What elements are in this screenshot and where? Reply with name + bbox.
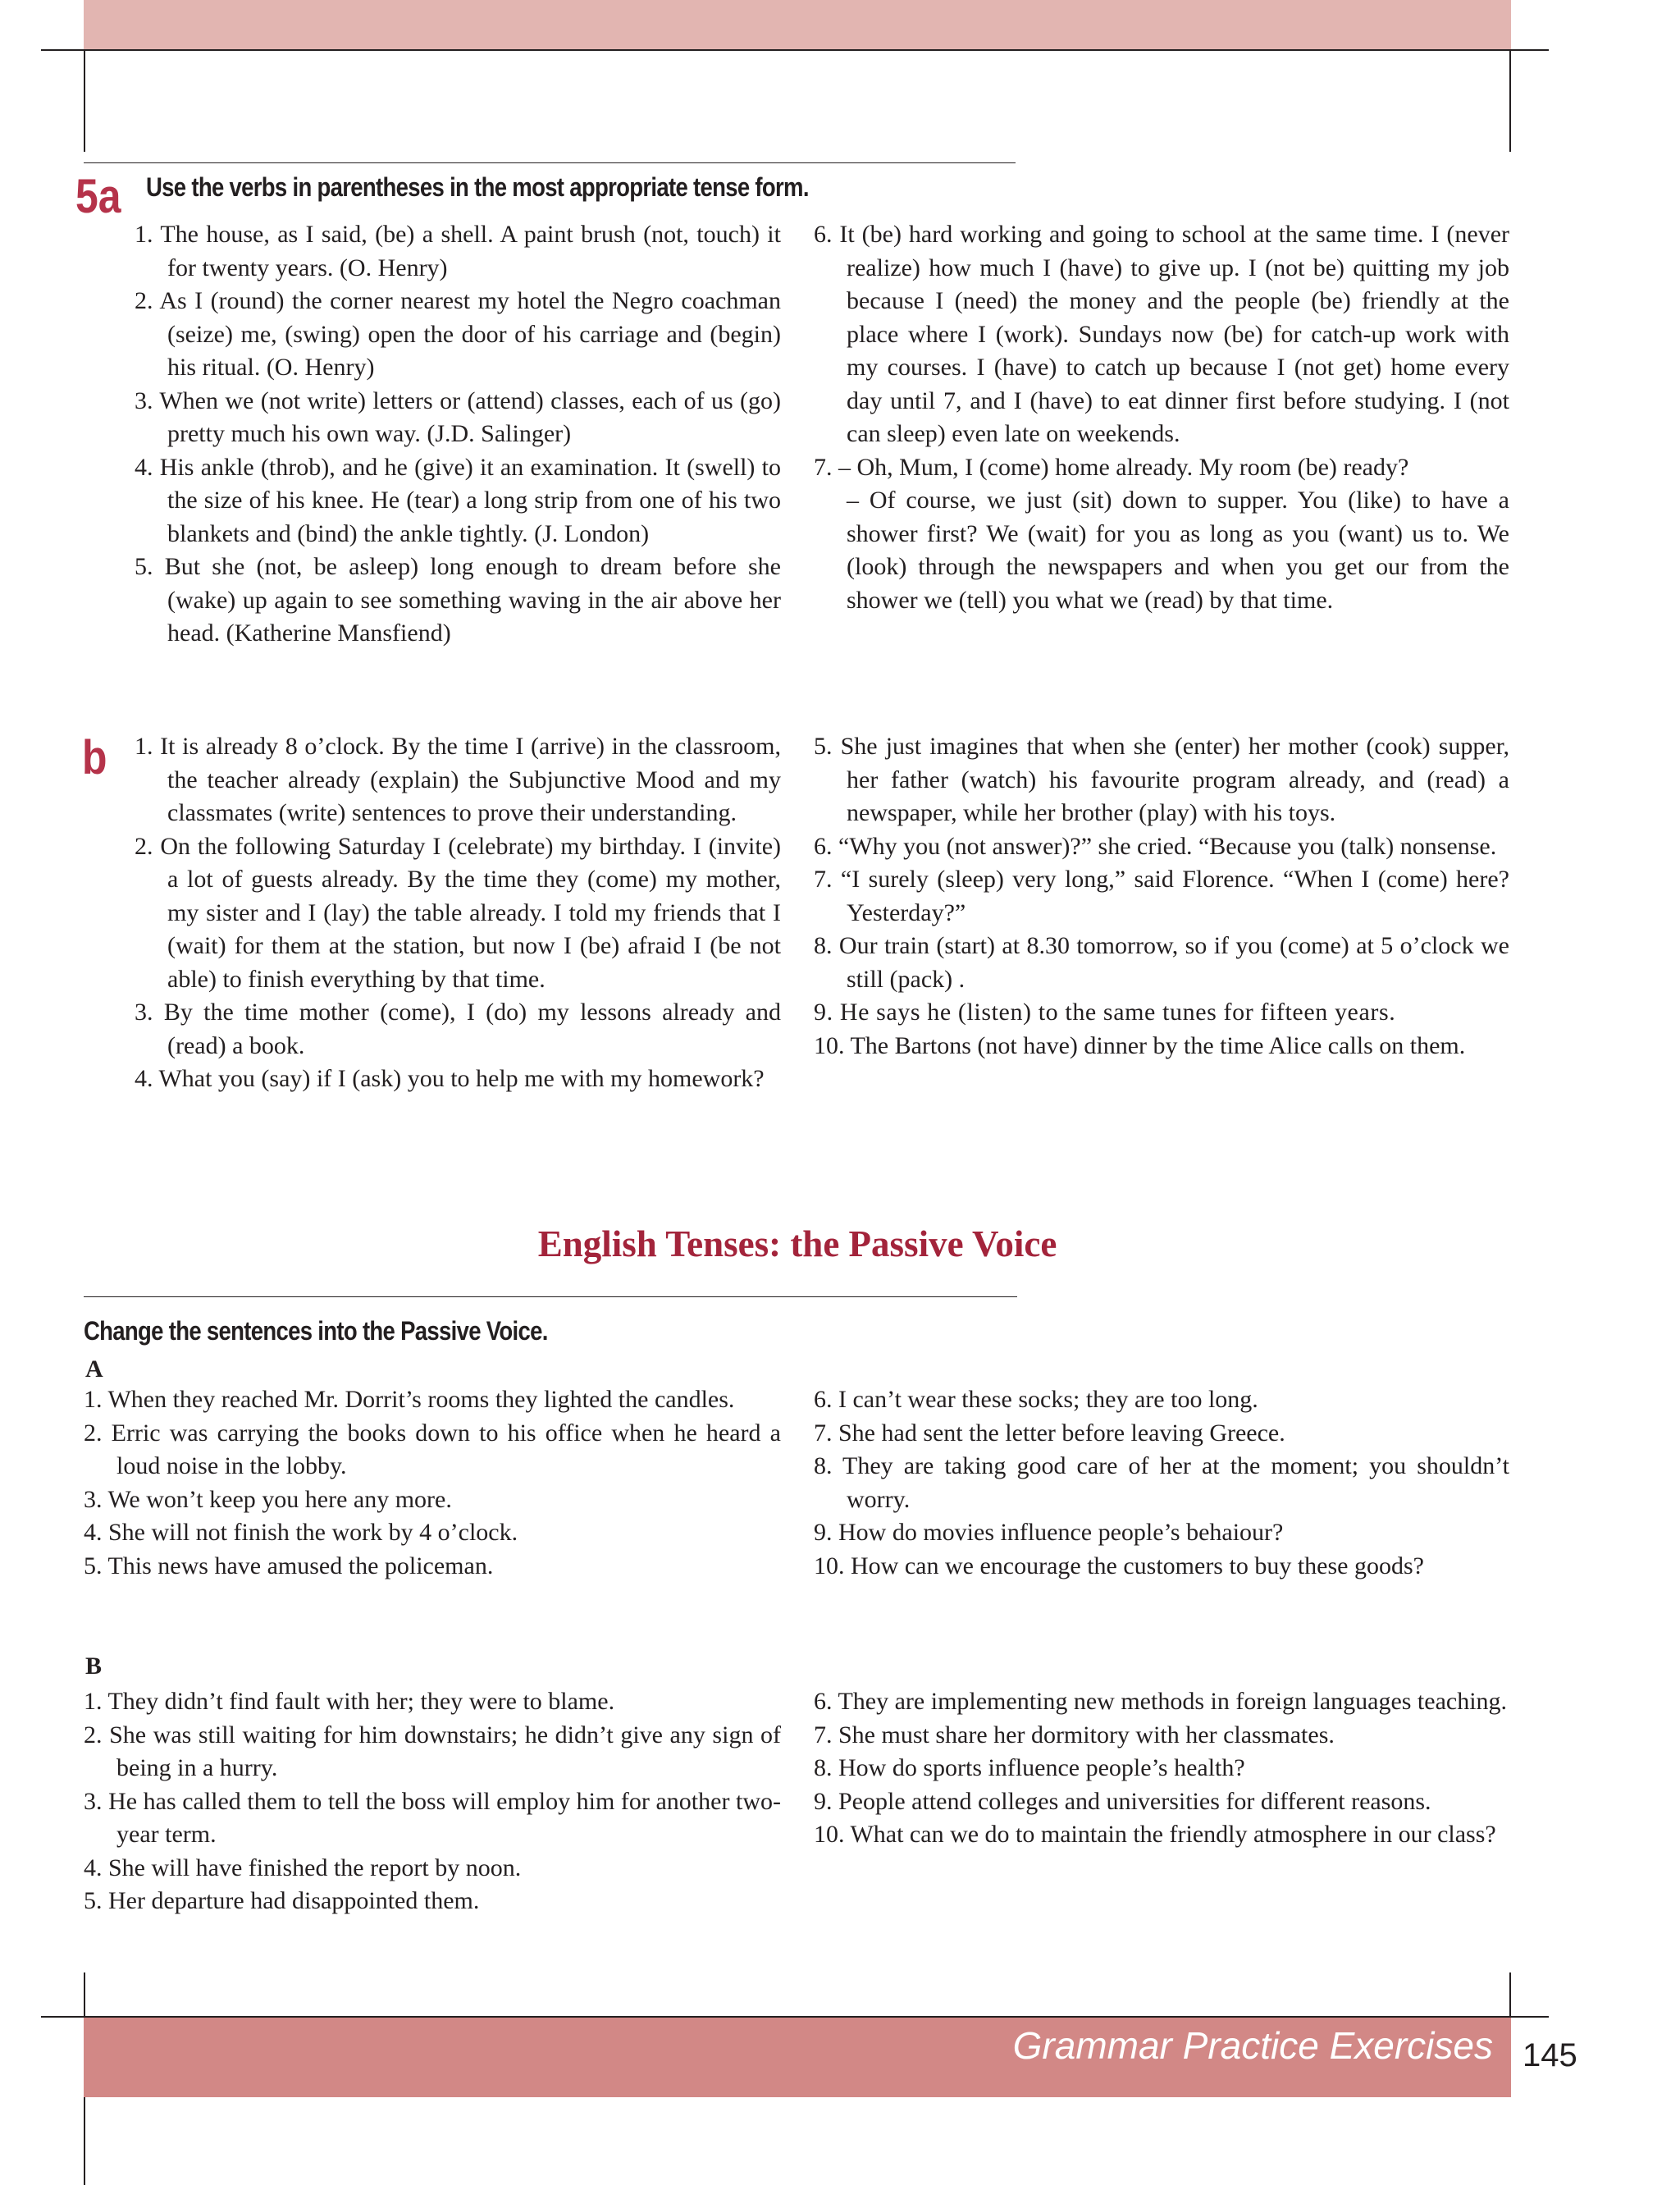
list-item: 1. They didn’t find fault with her; they were to blame. (84, 1688, 615, 1715)
list-item: 7. – Oh, Mum, I (come) home already. My room (be) ready? (814, 453, 1409, 481)
ex5a-left-column (135, 218, 781, 651)
passive-b-right-column (814, 1685, 1509, 1852)
right-crop-mark-bottom (1509, 1972, 1511, 2018)
list-item: 10. How can we encourage the customers to buy these goods? (814, 1552, 1424, 1579)
list-item: 2. Erric was carrying the books down to his office when he heard a loud noise in the lobby. (84, 1419, 782, 1479)
list-item: 9. People attend colleges and universities for different reasons. (814, 1787, 1431, 1815)
list-item: 7. She must share her dormitory with her classmates. (814, 1721, 1335, 1748)
list-item: 3. He has called them to tell the boss will employ him for another two-year term. (84, 1787, 782, 1848)
section-title: English Tenses: the Passive Voice (537, 1223, 1057, 1264)
list-item: 1. When they reached Mr. Dorrit’s rooms they lighted the candles. (84, 1386, 735, 1413)
list-item: 10. The Bartons (not have) dinner by the time Alice calls on them. (814, 1031, 1466, 1059)
list-item: 8. How do sports influence people’s health? (814, 1754, 1245, 1781)
section-rule-passive (84, 1296, 1017, 1297)
list-item: 7. “I surely (sleep) very long,” said Florence. “When I (come) here? Yesterday?” (814, 866, 1509, 926)
subsection-label-b: B (85, 1652, 103, 1680)
list-item: 9. How do movies influence people’s behaiour? (814, 1519, 1284, 1546)
list-item: – Of course, we just (sit) down to supper. You (like) to have a shower first? We (wait) for you as long as you (want) us to. We (look) through the newspapers and when you get our from the shower we (tell) you what we (read) by that time. (847, 487, 1509, 614)
list-item: 1. The house, as I said, (be) a shell. A paint brush (not, touch) it for twenty years. (O. Henry) (135, 221, 781, 281)
left-crop-mark-top (84, 49, 85, 152)
list-item: 3. By the time mother (come), I (do) my lessons already and (read) a book. (135, 999, 781, 1059)
list-item: 6. They are implementing new methods in foreign languages teaching. (814, 1688, 1508, 1715)
right-crop-mark-top (1509, 49, 1511, 152)
list-item: 6. I can’t wear these socks; they are too long. (814, 1386, 1258, 1413)
list-item: 8. Our train (start) at 8.30 tomorrow, so if you (come) at 5 o’clock we still (pack) . (814, 932, 1509, 993)
list-item: 2. On the following Saturday I (celebrate) my birthday. I (invite) a lot of guests already. By the time they (come) my mother, my sister and I (lay) the table already. I told my friends that I (wait) for them at the station, but now I (be) afraid I (be not able) to finish everything by that time. (135, 832, 782, 993)
exercise-label-5b: b (82, 731, 107, 784)
passive-b-left-column (84, 1685, 781, 1918)
list-item: 7. She had sent the letter before leaving Greece. (814, 1419, 1285, 1447)
list-item: 2. As I (round) the corner nearest my hotel the Negro coachman (seize) me, (swing) open the door of his carriage and (begin) his ritual. (O. Henry) (135, 287, 781, 381)
subsection-label-a: A (85, 1355, 103, 1383)
top-color-band (84, 0, 1511, 49)
list-item: 6. It (be) hard working and going to school at the same time. I (never realize) how much I (have) to give up. I (not be) quitting my job because I (need) the money and the people (be) friendly at the place where I (work). Sundays now (be) for catch-up work with my courses. I (have) to catch up because I (not get) home every day until 7, and I (have) to eat dinner first before studying. I (not can sleep) even late on weekends. (814, 221, 1509, 447)
list-item: 5. This news have amused the policeman. (84, 1552, 494, 1579)
list-item: 4. She will not finish the work by 4 o’clock. (84, 1519, 518, 1546)
ex5b-right-column (814, 730, 1509, 1063)
list-item: 9. He says he (listen) to the same tunes for fifteen years. (814, 999, 1396, 1026)
list-item: 2. She was still waiting for him downstairs; he didn’t give any sign of being in a hurry. (84, 1721, 782, 1781)
section-rule-5a (84, 162, 1016, 163)
list-item: 5. She just imagines that when she (enter) her mother (cook) supper, her father (watch) his favourite program already, and (read) a newspaper, while her brother (play) with his toys. (814, 733, 1510, 826)
list-item: 4. What you (say) if I (ask) you to help me with my homework? (135, 1065, 765, 1092)
ex5b-left-column (135, 730, 781, 1096)
passive-instruction: Change the sentences into the Passive Voice. (84, 1316, 548, 1346)
list-item: 3. We won’t keep you here any more. (84, 1485, 452, 1513)
page-number: 145 (1522, 2037, 1577, 2073)
list-item: 6. “Why you (not answer)?” she cried. “Because you (talk) nonsense. (814, 832, 1497, 860)
list-item: 5. But she (not, be asleep) long enough to dream before she (wake) up again to see something waving in the air above her head. (Katherine Mansfiend) (135, 553, 782, 647)
footer-title: Grammar Practice Exercises (1012, 2024, 1493, 2067)
list-item: 4. She will have finished the report by noon. (84, 1854, 522, 1881)
list-item: 3. When we (not write) letters or (attend) classes, each of us (go) pretty much his own way. (J.D. Salinger) (135, 386, 781, 447)
top-rule (41, 49, 1549, 51)
exercise-label-5a: 5a (75, 170, 121, 223)
ex5a-right-column (814, 218, 1509, 617)
list-item: 4. His ankle (throb), and he (give) it an examination. It (swell) to the size of his knee. He (tear) a long strip from one of his two blankets and (bind) the ankle tightly. (J. London) (135, 453, 782, 547)
list-item: 1. It is already 8 o’clock. By the time I (arrive) in the classroom, the teacher already (explain) the Subjunctive Mood and my classmates (write) sentences to prove their understanding. (135, 733, 782, 826)
passive-a-left-column (84, 1383, 781, 1583)
list-item: 10. What can we do to maintain the friendly atmosphere in our class? (814, 1821, 1496, 1848)
list-item: 8. They are taking good care of her at the moment; you shouldn’t worry. (814, 1452, 1509, 1513)
passive-a-right-column (814, 1383, 1509, 1583)
list-item: 5. Her departure had disappointed them. (84, 1887, 480, 1914)
exercise-instruction-5a: Use the verbs in parentheses in the most appropriate tense form. (146, 172, 809, 202)
